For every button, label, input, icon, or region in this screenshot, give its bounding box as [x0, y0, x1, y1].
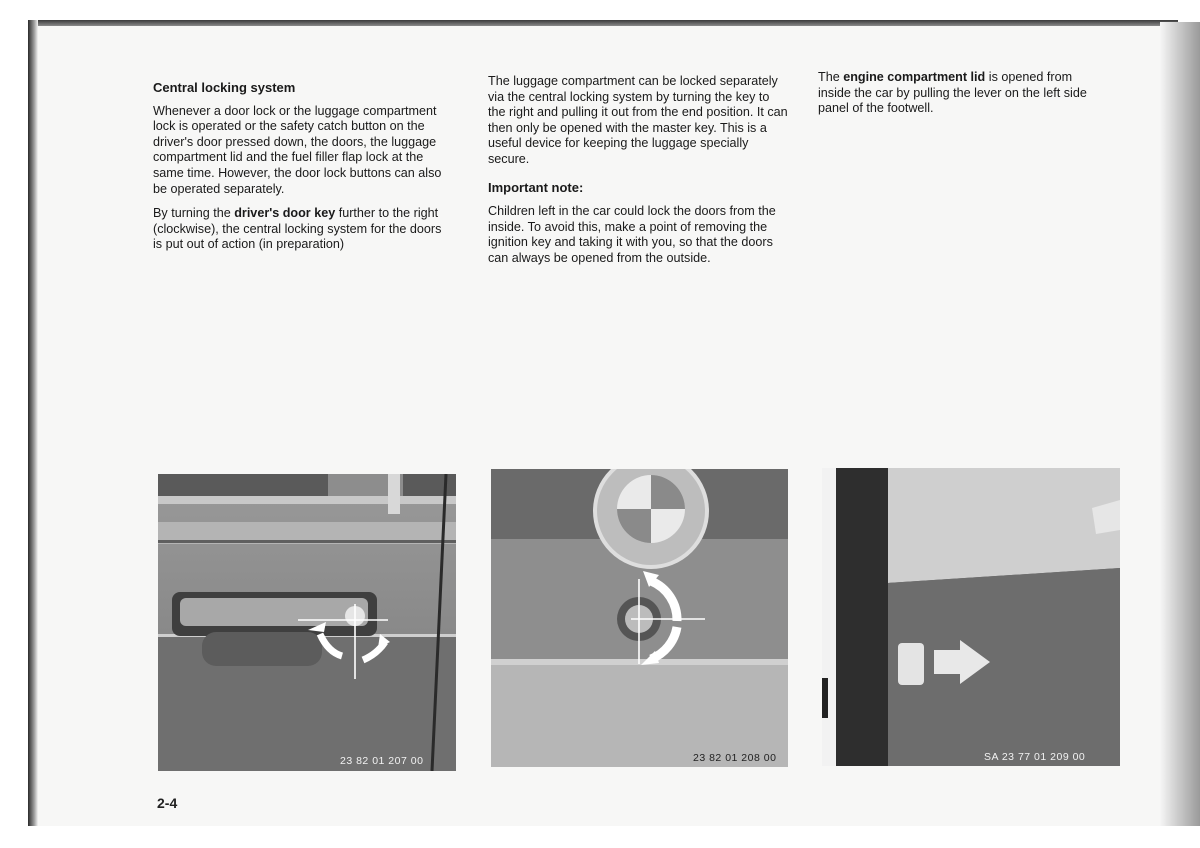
paragraph-central-locking: Whenever a door lock or the luggage compartment lock is operated or the safety catch button on the driver's door pressed down, the doors, the luggage compartment lid and the fuel filler flap lock at the same time. However, the door lock buttons can also be operated separately.	[153, 103, 442, 196]
paragraph-drivers-door-key	[153, 206, 453, 253]
scan-edge-right	[1160, 22, 1200, 828]
bold-term-drivers-door-key: driver's door key	[234, 206, 336, 221]
photo-caption: 23 82 01 207 00	[340, 755, 424, 767]
photo-trunk-lock	[491, 469, 788, 767]
text-run: The	[818, 70, 844, 84]
photo-footwell-lever	[822, 468, 1120, 766]
heading-central-locking: Central locking system	[153, 80, 296, 95]
scan-edge-bottom	[28, 826, 1200, 848]
bold-term-engine-compartment-lid: engine compartment lid	[843, 70, 986, 84]
paragraph-engine-compartment	[818, 70, 1098, 117]
column-central-locking	[153, 80, 453, 262]
footwell-lever-illustration	[822, 468, 1120, 766]
photo-caption: 23 82 01 208 00	[693, 752, 777, 764]
heading-important-note: Important note:	[488, 179, 584, 195]
column-engine-compartment	[818, 70, 1098, 126]
paragraph-luggage-compartment: The luggage compartment can be locked separately via the central locking system by turning the key to the right and pulling it out from the end position. It can then only be opened with the master key. This is a useful device for keeping the luggage specially secure.	[488, 74, 788, 166]
door-handle-illustration	[158, 474, 456, 771]
photo-caption: SA 23 77 01 209 00	[984, 751, 1086, 763]
text-run: further to the right (clockwise), the central locking system for the doors is put out of action (in preparation)	[153, 206, 442, 252]
column-luggage-compartment	[488, 74, 788, 276]
paragraph-important-note: Children left in the car could lock the doors from the inside. To avoid this, make a point of removing the ignition key and taking it with you, so that the doors can always be opened from the outside.	[488, 204, 776, 265]
text-run: is opened from inside the car by pulling the lever on the left side panel of the footwell.	[818, 70, 1087, 116]
page-number: 2-4	[157, 795, 178, 811]
text-run: By turning the	[153, 206, 235, 221]
photo-door-handle	[158, 474, 456, 771]
trunk-lock-illustration	[491, 469, 788, 767]
scan-edge-left	[28, 20, 38, 828]
